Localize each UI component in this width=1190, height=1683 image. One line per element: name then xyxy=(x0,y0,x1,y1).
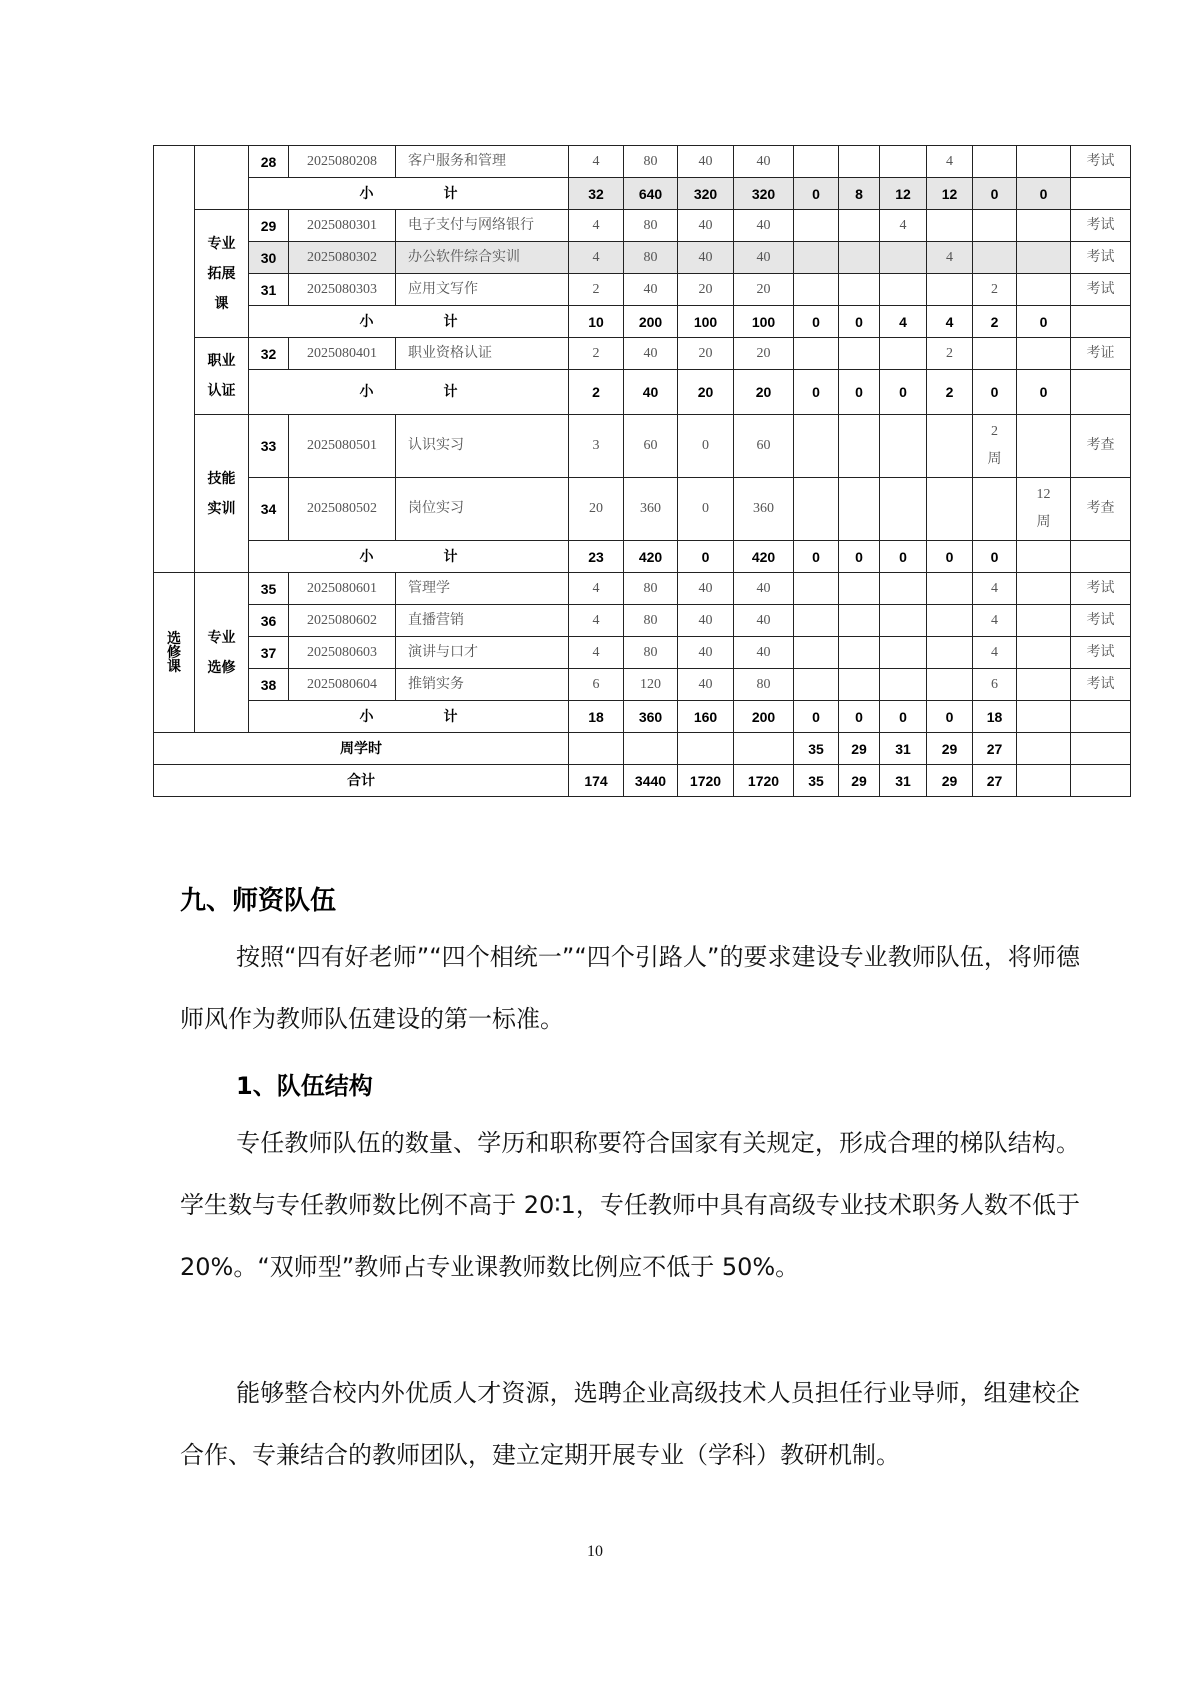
s3-cell xyxy=(880,338,927,370)
section-heading: 九、师资队伍 xyxy=(180,886,337,916)
course-name: 客户服务和管理 xyxy=(396,146,569,178)
total-s6 xyxy=(1017,765,1071,797)
subtotal-practice: 20 xyxy=(734,370,794,415)
hours-cell: 40 xyxy=(624,338,678,370)
subtotal-label xyxy=(249,370,569,415)
course-code: 2025080602 xyxy=(289,605,396,637)
table-row xyxy=(154,306,1131,338)
s6-cell xyxy=(1017,242,1071,274)
category-label-core xyxy=(195,146,249,210)
s3-cell xyxy=(880,669,927,701)
subtotal-practice: 420 xyxy=(734,541,794,573)
s6-cell xyxy=(1017,210,1071,242)
subtotal-label xyxy=(249,541,569,573)
assessment-type xyxy=(1071,701,1131,733)
course-code: 2025080603 xyxy=(289,637,396,669)
table-row xyxy=(154,415,1131,478)
s2-cell xyxy=(839,146,880,178)
subtotal-practice: 200 xyxy=(734,701,794,733)
s4-cell xyxy=(927,605,973,637)
s5-cell: 4 xyxy=(973,605,1017,637)
s3-cell xyxy=(880,146,927,178)
course-code: 2025080502 xyxy=(289,478,396,541)
hours-cell: 360 xyxy=(624,478,678,541)
hours-cell: 80 xyxy=(624,637,678,669)
subtotal-credits: 23 xyxy=(569,541,624,573)
assessment-type: 考试 xyxy=(1071,605,1131,637)
subtotal-hours: 640 xyxy=(624,178,678,210)
s2-cell xyxy=(839,478,880,541)
subtotal-s1: 0 xyxy=(794,541,839,573)
page-number: 10 xyxy=(587,1543,603,1560)
course-number: 32 xyxy=(249,338,289,370)
group-char: 修 xyxy=(167,644,181,661)
subtotal-credits: 10 xyxy=(569,306,624,338)
s2-cell xyxy=(839,415,880,478)
category-line: 认证 xyxy=(207,383,236,399)
group-char: 选 xyxy=(167,630,181,647)
s5-cell: 2 xyxy=(973,274,1017,306)
weekly-hours-label: 周学时 xyxy=(154,733,569,765)
subtotal-char-1: 小 xyxy=(359,708,374,725)
s1-cell xyxy=(794,605,839,637)
category-label xyxy=(195,573,249,733)
course-number: 35 xyxy=(249,573,289,605)
s5-cell xyxy=(973,242,1017,274)
intro-paragraph xyxy=(180,926,1080,1050)
theory-cell: 0 xyxy=(678,415,734,478)
theory-cell: 40 xyxy=(678,573,734,605)
structure-paragraph xyxy=(180,1112,1080,1298)
s1-cell xyxy=(794,146,839,178)
practice-cell: 40 xyxy=(734,573,794,605)
s5-cell: 6 xyxy=(973,669,1017,701)
table-row xyxy=(154,242,1131,274)
s4-cell: 2 xyxy=(927,338,973,370)
assessment-type xyxy=(1071,306,1131,338)
table-row xyxy=(154,478,1131,541)
table-row xyxy=(154,338,1131,370)
theory-cell: 40 xyxy=(678,242,734,274)
course-number: 30 xyxy=(249,242,289,274)
table-row xyxy=(154,669,1131,701)
hours-cell: 80 xyxy=(624,146,678,178)
s4-cell xyxy=(927,669,973,701)
s4-cell xyxy=(927,573,973,605)
total-s4: 29 xyxy=(927,765,973,797)
s2-cell xyxy=(839,573,880,605)
s4-cell xyxy=(927,637,973,669)
subtotal-s3: 0 xyxy=(880,541,927,573)
course-code: 2025080401 xyxy=(289,338,396,370)
theory-cell: 40 xyxy=(678,605,734,637)
weekly-practice xyxy=(734,733,794,765)
subtotal-hours: 360 xyxy=(624,701,678,733)
course-code: 2025080302 xyxy=(289,242,396,274)
credits-cell: 2 xyxy=(569,274,624,306)
category-line: 技能 xyxy=(207,470,236,487)
s5-cell: 4 xyxy=(973,637,1017,669)
subtotal-s2: 0 xyxy=(839,306,880,338)
subtotal-s1: 0 xyxy=(794,370,839,415)
subtotal-s5: 2 xyxy=(973,306,1017,338)
table-row xyxy=(154,146,1131,178)
course-number: 28 xyxy=(249,146,289,178)
subtotal-s3: 0 xyxy=(880,701,927,733)
total-hours: 3440 xyxy=(624,765,678,797)
category-line: 实训 xyxy=(207,500,236,517)
s6-cell xyxy=(1017,146,1071,178)
subtotal-s4: 0 xyxy=(927,541,973,573)
subtotal-theory: 320 xyxy=(678,178,734,210)
theory-cell: 40 xyxy=(678,210,734,242)
subtotal-hours: 420 xyxy=(624,541,678,573)
assessment-type: 考查 xyxy=(1071,415,1131,478)
weekly-credits xyxy=(569,733,624,765)
s3-cell xyxy=(880,415,927,478)
s3-cell xyxy=(880,637,927,669)
practice-cell: 80 xyxy=(734,669,794,701)
table-row xyxy=(154,701,1131,733)
subtotal-s1: 0 xyxy=(794,701,839,733)
assessment-type: 考证 xyxy=(1071,338,1131,370)
weekly-s6 xyxy=(1017,733,1071,765)
theory-cell: 20 xyxy=(678,338,734,370)
course-code: 2025080601 xyxy=(289,573,396,605)
category-label xyxy=(195,210,249,338)
subtotal-label xyxy=(249,306,569,338)
credits-cell: 4 xyxy=(569,637,624,669)
course-number: 38 xyxy=(249,669,289,701)
s6-cell xyxy=(1017,415,1071,478)
hours-cell: 80 xyxy=(624,210,678,242)
category-line: 专业 xyxy=(207,629,236,646)
subtotal-s1: 0 xyxy=(794,306,839,338)
course-number: 29 xyxy=(249,210,289,242)
subtotal-credits: 2 xyxy=(569,370,624,415)
subtotal-s4: 4 xyxy=(927,306,973,338)
s4-cell: 4 xyxy=(927,146,973,178)
category-line: 选修 xyxy=(207,659,236,676)
s6-cell xyxy=(1017,669,1071,701)
subtotal-s2: 0 xyxy=(839,370,880,415)
course-name: 管理学 xyxy=(396,573,569,605)
subtotal-s6 xyxy=(1017,541,1071,573)
total-s2: 29 xyxy=(839,765,880,797)
subtotal-theory: 160 xyxy=(678,701,734,733)
subtotal-s2: 8 xyxy=(839,178,880,210)
subtotal-s5: 0 xyxy=(973,370,1017,415)
subtotal-char-1: 小 xyxy=(359,313,374,330)
weekly-s3: 31 xyxy=(880,733,927,765)
course-number: 36 xyxy=(249,605,289,637)
weekly-s5: 27 xyxy=(973,733,1017,765)
total-theory: 1720 xyxy=(678,765,734,797)
subtotal-s6 xyxy=(1017,701,1071,733)
subtotal-label xyxy=(249,178,569,210)
total-credits: 174 xyxy=(569,765,624,797)
assessment-type xyxy=(1071,370,1131,415)
table-row xyxy=(154,210,1131,242)
course-code: 2025080208 xyxy=(289,146,396,178)
week-unit: 周 xyxy=(987,452,1002,467)
subtotal-s5: 18 xyxy=(973,701,1017,733)
category-label xyxy=(195,338,249,415)
s1-cell xyxy=(794,637,839,669)
semester-weeks xyxy=(973,415,1017,478)
course-name: 演讲与口才 xyxy=(396,637,569,669)
hours-cell: 80 xyxy=(624,573,678,605)
weekly-hours xyxy=(624,733,678,765)
group-label-elective xyxy=(154,573,195,733)
s6-cell xyxy=(1017,338,1071,370)
subtotal-char-1: 小 xyxy=(359,548,374,565)
course-name: 认识实习 xyxy=(396,415,569,478)
assessment-type: 考试 xyxy=(1071,637,1131,669)
category-label xyxy=(195,415,249,573)
s2-cell xyxy=(839,338,880,370)
subtotal-s4: 0 xyxy=(927,701,973,733)
theory-cell: 40 xyxy=(678,669,734,701)
s4-cell: 4 xyxy=(927,242,973,274)
s5-cell xyxy=(973,146,1017,178)
s2-cell xyxy=(839,210,880,242)
subtotal-char-2: 计 xyxy=(443,384,458,400)
subtotal-char-2: 计 xyxy=(443,185,458,202)
subtotal-char-2: 计 xyxy=(443,313,458,330)
hours-cell: 40 xyxy=(624,274,678,306)
assessment-type: 考试 xyxy=(1071,274,1131,306)
subtotal-char-1: 小 xyxy=(359,384,374,400)
structure-text: 专任教师队伍的数量、学历和职称要符合国家有关规定，形成合理的梯队结构。学生数与专任教师数比例不高于 20∶1，专任教师中具有高级专业技术职务人数不低于 20%。“双师型”教师占专业课教师数比例应不低于 50%。 xyxy=(180,1129,1080,1281)
course-code: 2025080501 xyxy=(289,415,396,478)
assessment-type: 考试 xyxy=(1071,242,1131,274)
assessment-type xyxy=(1071,765,1131,797)
s2-cell xyxy=(839,605,880,637)
practice-cell: 20 xyxy=(734,274,794,306)
s1-cell xyxy=(794,478,839,541)
course-name: 职业资格认证 xyxy=(396,338,569,370)
curriculum-table xyxy=(153,145,1131,797)
weekly-s4: 29 xyxy=(927,733,973,765)
s3-cell xyxy=(880,605,927,637)
theory-cell: 20 xyxy=(678,274,734,306)
credits-cell: 4 xyxy=(569,573,624,605)
week-unit: 周 xyxy=(1036,515,1051,530)
sub-heading: 1、队伍结构 xyxy=(236,1072,373,1100)
practice-cell: 20 xyxy=(734,338,794,370)
subtotal-s3: 4 xyxy=(880,306,927,338)
subtotal-s2: 0 xyxy=(839,701,880,733)
s3-cell: 4 xyxy=(880,210,927,242)
table-row xyxy=(154,178,1131,210)
practice-cell: 60 xyxy=(734,415,794,478)
category-line: 课 xyxy=(214,295,229,312)
category-line: 职业 xyxy=(207,353,236,369)
subtotal-credits: 18 xyxy=(569,701,624,733)
team-text: 能够整合校内外优质人才资源，选聘企业高级技术人员担任行业导师，组建校企合作、专兼结合的教师团队，建立定期开展专业（学科）教研机制。 xyxy=(180,1379,1080,1469)
course-number: 37 xyxy=(249,637,289,669)
group-label-core xyxy=(154,146,195,573)
assessment-type: 考试 xyxy=(1071,573,1131,605)
total-label: 合计 xyxy=(154,765,569,797)
course-number: 31 xyxy=(249,274,289,306)
table-row xyxy=(154,573,1131,605)
practice-cell: 40 xyxy=(734,242,794,274)
s5-cell xyxy=(973,210,1017,242)
s5-cell xyxy=(973,338,1017,370)
s1-cell xyxy=(794,415,839,478)
s4-cell xyxy=(927,478,973,541)
hours-cell: 60 xyxy=(624,415,678,478)
category-line: 专业 xyxy=(207,235,236,252)
subtotal-theory: 20 xyxy=(678,370,734,415)
s2-cell xyxy=(839,637,880,669)
s1-cell xyxy=(794,274,839,306)
assessment-type: 考试 xyxy=(1071,146,1131,178)
s1-cell xyxy=(794,669,839,701)
weekly-s2: 29 xyxy=(839,733,880,765)
weekly-theory xyxy=(678,733,734,765)
week-count: 2 xyxy=(991,424,998,439)
course-code: 2025080303 xyxy=(289,274,396,306)
total-s1: 35 xyxy=(794,765,839,797)
credits-cell: 4 xyxy=(569,242,624,274)
hours-cell: 80 xyxy=(624,242,678,274)
s2-cell xyxy=(839,274,880,306)
credits-cell: 2 xyxy=(569,338,624,370)
s3-cell xyxy=(880,242,927,274)
total-practice: 1720 xyxy=(734,765,794,797)
credits-cell: 4 xyxy=(569,210,624,242)
subtotal-char-2: 计 xyxy=(443,708,458,725)
subtotal-s3: 12 xyxy=(880,178,927,210)
s6-cell xyxy=(1017,637,1071,669)
table-row xyxy=(154,765,1131,797)
assessment-type xyxy=(1071,178,1131,210)
s5-cell: 4 xyxy=(973,573,1017,605)
course-name: 直播营销 xyxy=(396,605,569,637)
assessment-type: 考试 xyxy=(1071,210,1131,242)
s4-cell xyxy=(927,415,973,478)
assessment-type xyxy=(1071,733,1131,765)
total-s3: 31 xyxy=(880,765,927,797)
intro-text: 按照“四有好老师”“四个相统一”“四个引路人”的要求建设专业教师队伍，将师德师风作为教师队伍建设的第一标准。 xyxy=(180,943,1080,1033)
subtotal-s3: 0 xyxy=(880,370,927,415)
course-name: 办公软件综合实训 xyxy=(396,242,569,274)
course-number: 33 xyxy=(249,415,289,478)
s6-cell xyxy=(1017,274,1071,306)
theory-cell: 40 xyxy=(678,146,734,178)
table-row xyxy=(154,637,1131,669)
s3-cell xyxy=(880,573,927,605)
table-row xyxy=(154,605,1131,637)
s5-cell xyxy=(973,478,1017,541)
s4-cell xyxy=(927,210,973,242)
subtotal-practice: 100 xyxy=(734,306,794,338)
subtotal-s6: 0 xyxy=(1017,306,1071,338)
course-name: 电子支付与网络银行 xyxy=(396,210,569,242)
team-paragraph xyxy=(180,1362,1080,1486)
subtotal-credits: 32 xyxy=(569,178,624,210)
subtotal-s4: 12 xyxy=(927,178,973,210)
subtotal-char-1: 小 xyxy=(359,185,374,202)
subtotal-s6: 0 xyxy=(1017,370,1071,415)
subtotal-theory: 0 xyxy=(678,541,734,573)
credits-cell: 6 xyxy=(569,669,624,701)
total-s5: 27 xyxy=(973,765,1017,797)
s1-cell xyxy=(794,338,839,370)
hours-cell: 80 xyxy=(624,605,678,637)
theory-cell: 40 xyxy=(678,637,734,669)
theory-cell: 0 xyxy=(678,478,734,541)
practice-cell: 40 xyxy=(734,210,794,242)
hours-cell: 120 xyxy=(624,669,678,701)
subtotal-hours: 200 xyxy=(624,306,678,338)
weekly-s1: 35 xyxy=(794,733,839,765)
assessment-type: 考查 xyxy=(1071,478,1131,541)
course-number: 34 xyxy=(249,478,289,541)
table-row xyxy=(154,274,1131,306)
week-count: 12 xyxy=(1036,487,1051,502)
s1-cell xyxy=(794,210,839,242)
subtotal-s6: 0 xyxy=(1017,178,1071,210)
s3-cell xyxy=(880,478,927,541)
s3-cell xyxy=(880,274,927,306)
group-char: 课 xyxy=(167,658,181,675)
subtotal-s2: 0 xyxy=(839,541,880,573)
credits-cell: 4 xyxy=(569,605,624,637)
subtotal-label xyxy=(249,701,569,733)
s2-cell xyxy=(839,242,880,274)
subtotal-s5: 0 xyxy=(973,178,1017,210)
course-code: 2025080301 xyxy=(289,210,396,242)
subtotal-practice: 320 xyxy=(734,178,794,210)
practice-cell: 360 xyxy=(734,478,794,541)
s4-cell xyxy=(927,274,973,306)
s1-cell xyxy=(794,242,839,274)
table-row xyxy=(154,541,1131,573)
subtotal-hours: 40 xyxy=(624,370,678,415)
assessment-type: 考试 xyxy=(1071,669,1131,701)
subtotal-char-2: 计 xyxy=(443,548,458,565)
subtotal-s4: 2 xyxy=(927,370,973,415)
category-line: 拓展 xyxy=(207,265,236,282)
practice-cell: 40 xyxy=(734,637,794,669)
s1-cell xyxy=(794,573,839,605)
subtotal-s1: 0 xyxy=(794,178,839,210)
credits-cell: 4 xyxy=(569,146,624,178)
credits-cell: 3 xyxy=(569,415,624,478)
course-name: 应用文写作 xyxy=(396,274,569,306)
course-name: 岗位实习 xyxy=(396,478,569,541)
assessment-type xyxy=(1071,541,1131,573)
practice-cell: 40 xyxy=(734,146,794,178)
subtotal-theory: 100 xyxy=(678,306,734,338)
subtotal-s5: 0 xyxy=(973,541,1017,573)
semester-weeks xyxy=(1017,478,1071,541)
table-row xyxy=(154,370,1131,415)
course-code: 2025080604 xyxy=(289,669,396,701)
s2-cell xyxy=(839,669,880,701)
table-row xyxy=(154,733,1131,765)
s6-cell xyxy=(1017,573,1071,605)
practice-cell: 40 xyxy=(734,605,794,637)
credits-cell: 20 xyxy=(569,478,624,541)
course-name: 推销实务 xyxy=(396,669,569,701)
s6-cell xyxy=(1017,605,1071,637)
